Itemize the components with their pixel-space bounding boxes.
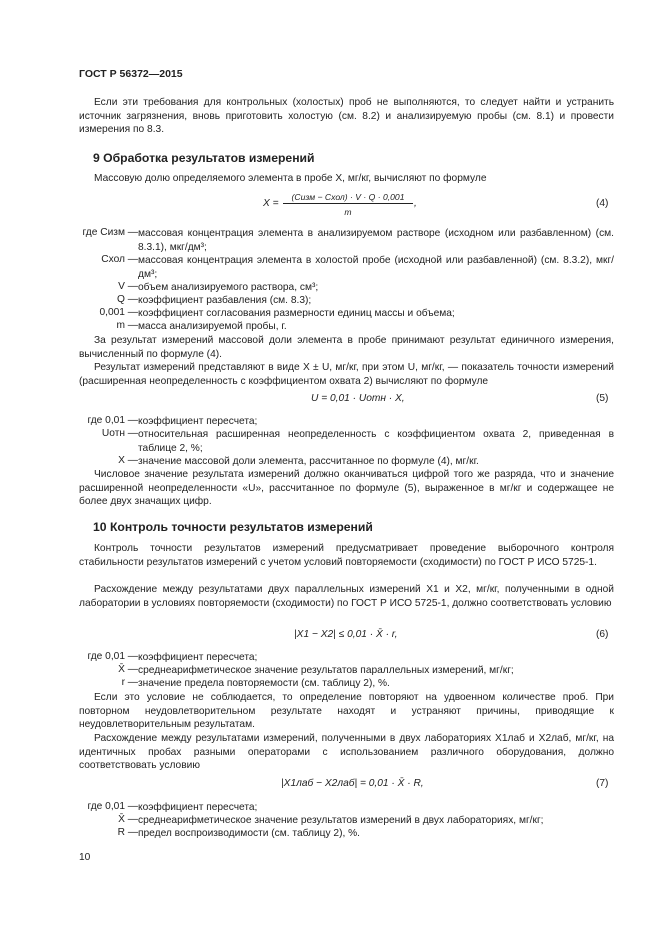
def5-text-u-otn: относительная расширенная неопределенность с коэффициентом охвата 2, приведенная в таблице 2, %; — [138, 429, 614, 454]
def7-text-x-mean: среднеарифметическое значение результатов измерений в двух лабораториях, мг/кг; — [138, 815, 544, 826]
s10-paragraph-2: Расхождение между результатами двух параллельных измерений X1 и X2, мг/кг, полученными в одной лаборатории в условиях повторяемости (сходимости) по ГОСТ Р ИСО 5725-1, должно соответствовать условию — [79, 584, 614, 609]
def6-text-x-mean: среднеарифметическое значение результатов параллельных измерений, мг/кг; — [138, 665, 514, 676]
document-header: ГОСТ Р 56372—2015 — [79, 68, 183, 80]
formula-5-number: (5) — [596, 393, 609, 404]
formula-4-lhs: X = — [263, 198, 279, 209]
s9-paragraph-4: Числовое значение результата измерений должно оканчиваться цифрой того же разряда, что и значение расширенной неопределенности «U», рассчитанное по формуле (5), выраженное в мг/кг и содержащее не более двух значащих цифр. — [79, 469, 614, 507]
def5-symbol-u-otn: Uотн — — [101, 428, 138, 439]
formula-4-numerator: (Cизм − Cхол) · V · Q · 0,001 — [283, 192, 413, 204]
def4-text-q: коэффициент разбавления (см. 8.3); — [138, 295, 312, 306]
def4-symbol-q: Q — — [117, 294, 138, 305]
def7-symbol-001: где 0,01 — — [87, 801, 138, 812]
formula-6: |X1 − X2| ≤ 0,01 · X̄ · r, — [294, 629, 398, 640]
s10-paragraph-1: Контроль точности результатов измерений предусматривает проведение выборочного контроля стабильности результатов измерений с учетом условий повторяемости (сходимости) по ГОСТ Р ИСО 5725-1. — [79, 543, 614, 568]
def4-text-c-hol: массовая концентрация элемента в холостой пробе (исходной или разбавленной) (см. 8.3.2), мкг/дм³; — [138, 255, 614, 280]
s10-paragraph-3: Если это условие не соблюдается, то определение повторяют на удвоенном количестве проб. При повторном неудовлетворительном результате находят и устраняют причины, приводящие к неудовлетворительным результатам. — [79, 692, 614, 730]
def4-text-0001: коэффициент согласования размерности единиц массы и объема; — [138, 308, 455, 319]
def7-symbol-x-mean: X̄ — — [118, 814, 138, 825]
def6-symbol-001: где 0,01 — — [87, 651, 138, 662]
s10-paragraph-4: Расхождение между результатами измерений, полученными в двух лабораториях X1лаб и X2лаб, мг/кг, на идентичных пробах разными операторами с использованием различного оборудования, должно соответствовать условию — [79, 733, 614, 771]
def5-text-x: значение массовой доли элемента, рассчитанное по формуле (4), мг/кг. — [138, 456, 479, 467]
formula-4-fraction — [283, 192, 413, 217]
formula-6-number: (6) — [596, 629, 609, 640]
formula-5: U = 0,01 · Uотн · X, — [311, 393, 405, 404]
def4-symbol-c-hol: Cхол — — [101, 254, 138, 265]
formula-4-number: (4) — [596, 198, 609, 209]
def6-symbol-r: r — — [121, 677, 138, 688]
def7-text-001: коэффициент пересчета; — [138, 802, 258, 813]
intro-paragraph: Если эти требования для контрольных (холостых) проб не выполняются, то следует найти и устранить источник загрязнения, вновь приготовить холостую (см. 8.2) и анализируемую пробы (см. 8.1) и провести измерения по 8.3. — [79, 97, 614, 135]
s9-paragraph-1: Массовую долю определяемого элемента в пробе X, мг/кг, вычисляют по формуле — [94, 173, 487, 184]
def4-symbol-c-izm: где Cизм — — [82, 227, 138, 238]
formula-7: |X1лаб − X2лаб| = 0,01 · X̄ · R, — [281, 778, 424, 789]
def7-symbol-r-upper: R — — [117, 827, 138, 838]
def5-symbol-001: где 0,01 — — [87, 415, 138, 426]
page-number: 10 — [79, 852, 91, 863]
formula-7-number: (7) — [596, 778, 609, 789]
def6-text-r: значение предела повторяемости (см. таблицу 2), %. — [138, 678, 390, 689]
def4-symbol-0001: 0,001 — — [99, 307, 138, 318]
def5-symbol-x: X — — [118, 455, 138, 466]
s9-paragraph-2: За результат измерений массовой доли элемента в пробе принимают результат единичного измерения, вычисленный по формуле (4). — [79, 335, 614, 360]
def7-text-r-upper: предел воспроизводимости (см. таблицу 2), %. — [138, 828, 361, 839]
def4-text-m: масса анализируемой пробы, г. — [138, 321, 287, 332]
def5-text-001: коэффициент пересчета; — [138, 416, 258, 427]
def4-symbol-m: m — — [116, 320, 138, 331]
s9-paragraph-3: Результат измерений представляют в виде X ± U, мг/кг, при этом U, мг/кг, — показатель точности измерений (расширенная неопределенность с коэффициентом охвата 2) вычисляют по формуле — [79, 362, 614, 387]
formula-4-tail: , — [414, 198, 417, 209]
def6-text-001: коэффициент пересчета; — [138, 652, 258, 663]
def6-symbol-x-mean: X̄ — — [118, 664, 138, 675]
section-10-title: 10 Контроль точности результатов измерений — [93, 520, 373, 534]
def4-symbol-v: V — — [118, 281, 138, 292]
section-9-title: 9 Обработка результатов измерений — [93, 151, 315, 165]
formula-4-denominator: m — [344, 207, 352, 217]
def4-text-v: объем анализируемого раствора, см³; — [138, 282, 319, 293]
def4-text-c-izm: массовая концентрация элемента в анализируемом растворе (исходном или разбавленном) (см. 8.3.1), мкг/дм³; — [138, 228, 614, 253]
